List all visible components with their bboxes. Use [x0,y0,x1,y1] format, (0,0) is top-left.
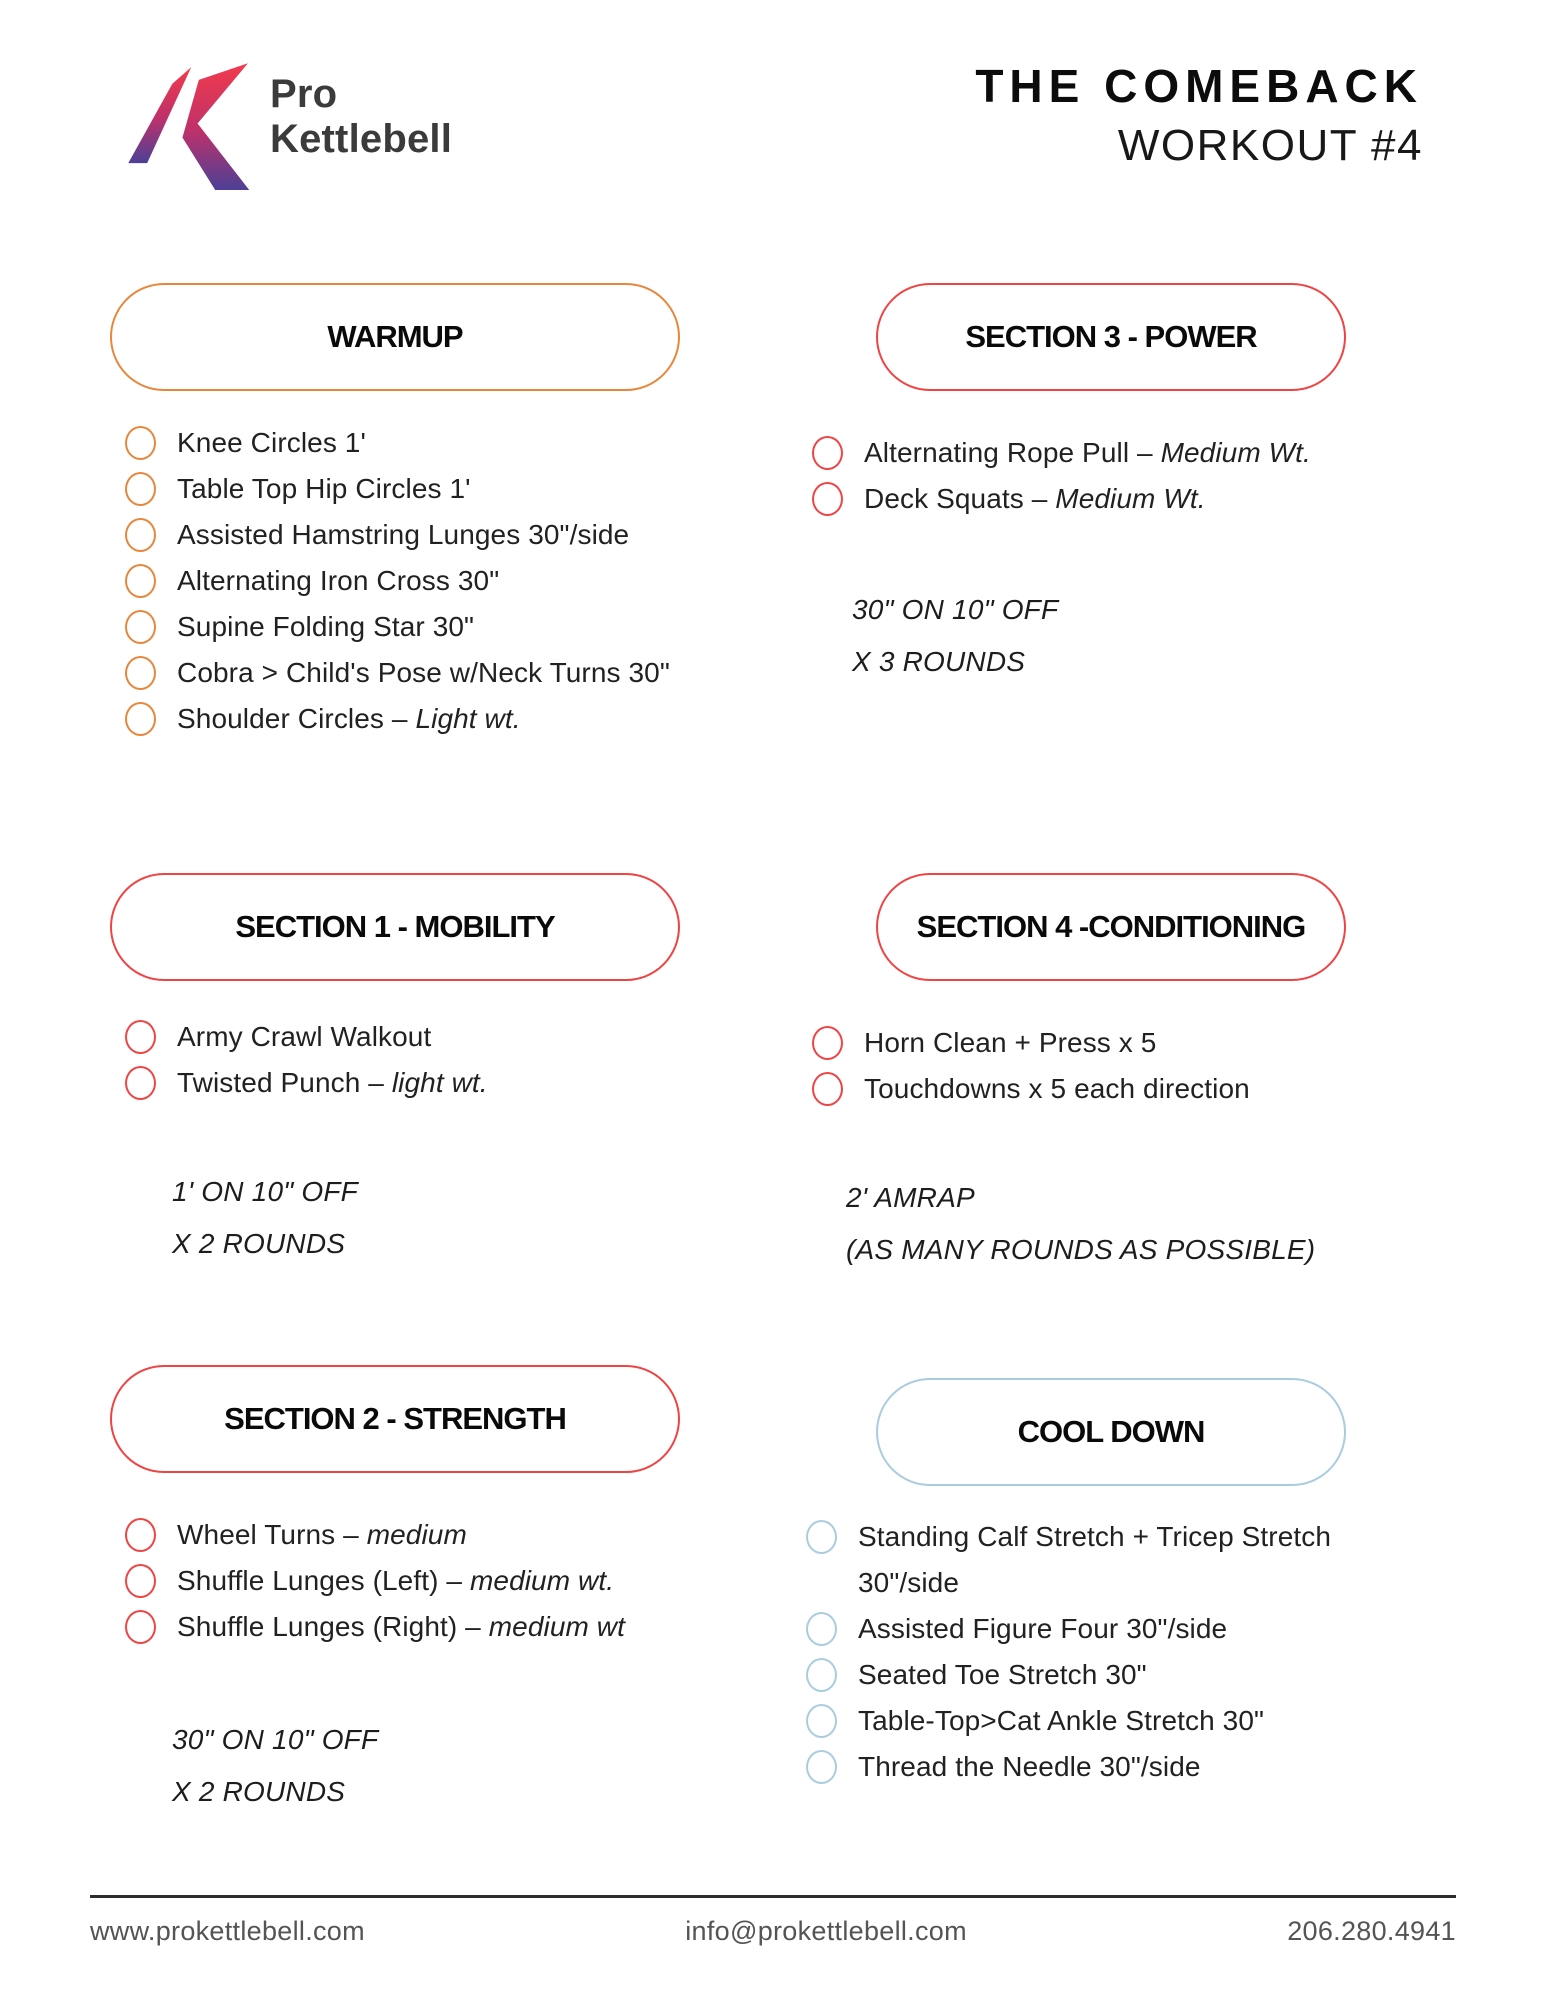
footer-email-link[interactable]: info@prokettlebell.com [685,1916,967,1946]
item-label: Deck Squats – Medium Wt. [864,483,1206,514]
list-item [125,420,670,466]
footer [90,1916,1456,1947]
item-label: Standing Calf Stretch + Tricep Stretch 30"/side [858,1521,1332,1598]
note-line: 1' ON 10" OFF [172,1176,358,1207]
note-line: 2' AMRAP [846,1182,975,1213]
checkbox-circle[interactable] [125,1610,156,1644]
note-line: X 2 ROUNDS [172,1776,346,1807]
page-title: THE COMEBACK [975,60,1423,112]
note-line: X 2 ROUNDS [172,1228,346,1259]
pro-kettlebell-logo-icon [127,62,253,190]
item-label: Table Top Hip Circles 1' [177,473,471,504]
brand-line-2: Kettlebell [270,117,453,161]
checkbox-circle[interactable] [125,472,156,506]
footer-website-link[interactable]: www.prokettlebell.com [90,1916,365,1946]
brand-line-1: Pro [270,72,338,116]
item-label: Shuffle Lunges (Right) – medium wt [177,1611,625,1642]
checkbox-circle[interactable] [812,482,843,516]
section-title-warmup: WARMUP [327,319,463,354]
section-title-conditioning: SECTION 4 -CONDITIONING [916,909,1306,944]
list-item [806,1514,1433,1606]
item-label: Thread the Needle 30"/side [858,1751,1201,1782]
item-label: Knee Circles 1' [177,427,366,458]
list-item [125,1014,488,1060]
section-title-cooldown: COOL DOWN [1017,1414,1205,1449]
section-pill-strength [110,1365,680,1473]
item-label: Army Crawl Walkout [177,1021,432,1052]
list-item [812,1020,1250,1066]
mobility-checklist [125,1014,488,1106]
section-note-mobility [172,1166,358,1270]
section-title-strength: SECTION 2 - STRENGTH [224,1401,566,1436]
section-title-power: SECTION 3 - POWER [965,319,1257,354]
conditioning-checklist [812,1020,1250,1112]
checkbox-circle[interactable] [806,1750,837,1784]
item-label: Shuffle Lunges (Left) – medium wt. [177,1565,615,1596]
list-item [125,696,670,742]
checkbox-circle[interactable] [806,1612,837,1646]
item-label: Table-Top>Cat Ankle Stretch 30" [858,1705,1265,1736]
checkbox-circle[interactable] [806,1520,837,1554]
item-label: Wheel Turns – medium [177,1519,467,1550]
cooldown-checklist [806,1514,1433,1790]
k-mark-icon [127,62,253,190]
checkbox-circle[interactable] [125,702,156,736]
warmup-checklist [125,420,670,742]
checkbox-circle[interactable] [806,1704,837,1738]
list-item [125,466,670,512]
list-item [125,604,670,650]
checkbox-circle[interactable] [806,1658,837,1692]
item-label: Twisted Punch – light wt. [177,1067,488,1098]
list-item [125,1558,625,1604]
list-item [125,650,670,696]
checkbox-circle[interactable] [125,426,156,460]
list-item [812,430,1311,476]
section-title-mobility: SECTION 1 - MOBILITY [235,909,555,944]
footer-divider [90,1895,1456,1898]
checkbox-circle[interactable] [125,1020,156,1054]
note-line: X 3 ROUNDS [852,646,1026,677]
item-label: Shoulder Circles – Light wt. [177,703,521,734]
list-item [125,1512,625,1558]
list-item [806,1744,1433,1790]
list-item [125,558,670,604]
list-item [125,1060,488,1106]
item-label: Assisted Hamstring Lunges 30"/side [177,519,630,550]
note-line: 30" ON 10" OFF [852,594,1059,625]
checkbox-circle[interactable] [812,1072,843,1106]
item-label: Supine Folding Star 30" [177,611,475,642]
checkbox-circle[interactable] [125,564,156,598]
note-line: 30" ON 10" OFF [172,1724,379,1755]
item-label: Horn Clean + Press x 5 [864,1027,1157,1058]
list-item [806,1606,1433,1652]
list-item [812,1066,1250,1112]
checkbox-circle[interactable] [125,610,156,644]
list-item [125,512,670,558]
checkbox-circle[interactable] [812,1026,843,1060]
item-label: Alternating Rope Pull – Medium Wt. [864,437,1311,468]
list-item [812,476,1311,522]
section-pill-cooldown [876,1378,1346,1486]
item-label: Cobra > Child's Pose w/Neck Turns 30" [177,657,670,688]
footer-phone: 206.280.4941 [1287,1916,1456,1946]
section-note-conditioning [846,1172,1315,1276]
section-note-power [852,584,1058,688]
item-label: Alternating Iron Cross 30" [177,565,500,596]
item-label: Seated Toe Stretch 30" [858,1659,1147,1690]
checkbox-circle[interactable] [812,436,843,470]
section-pill-conditioning [876,873,1346,981]
brand-name [270,72,452,162]
strength-checklist [125,1512,625,1650]
power-checklist [812,430,1311,522]
section-pill-warmup [110,283,680,391]
list-item [806,1652,1433,1698]
list-item [125,1604,625,1650]
checkbox-circle[interactable] [125,518,156,552]
checkbox-circle[interactable] [125,1564,156,1598]
checkbox-circle[interactable] [125,656,156,690]
page-subtitle: WORKOUT #4 [1117,121,1423,170]
checkbox-circle[interactable] [125,1518,156,1552]
header-title-block [975,60,1423,172]
section-note-strength [172,1714,378,1818]
checkbox-circle[interactable] [125,1066,156,1100]
list-item [806,1698,1433,1744]
item-label: Assisted Figure Four 30"/side [858,1613,1228,1644]
item-label: Touchdowns x 5 each direction [864,1073,1250,1104]
note-line: (AS MANY ROUNDS AS POSSIBLE) [846,1234,1316,1265]
section-pill-power [876,283,1346,391]
section-pill-mobility [110,873,680,981]
